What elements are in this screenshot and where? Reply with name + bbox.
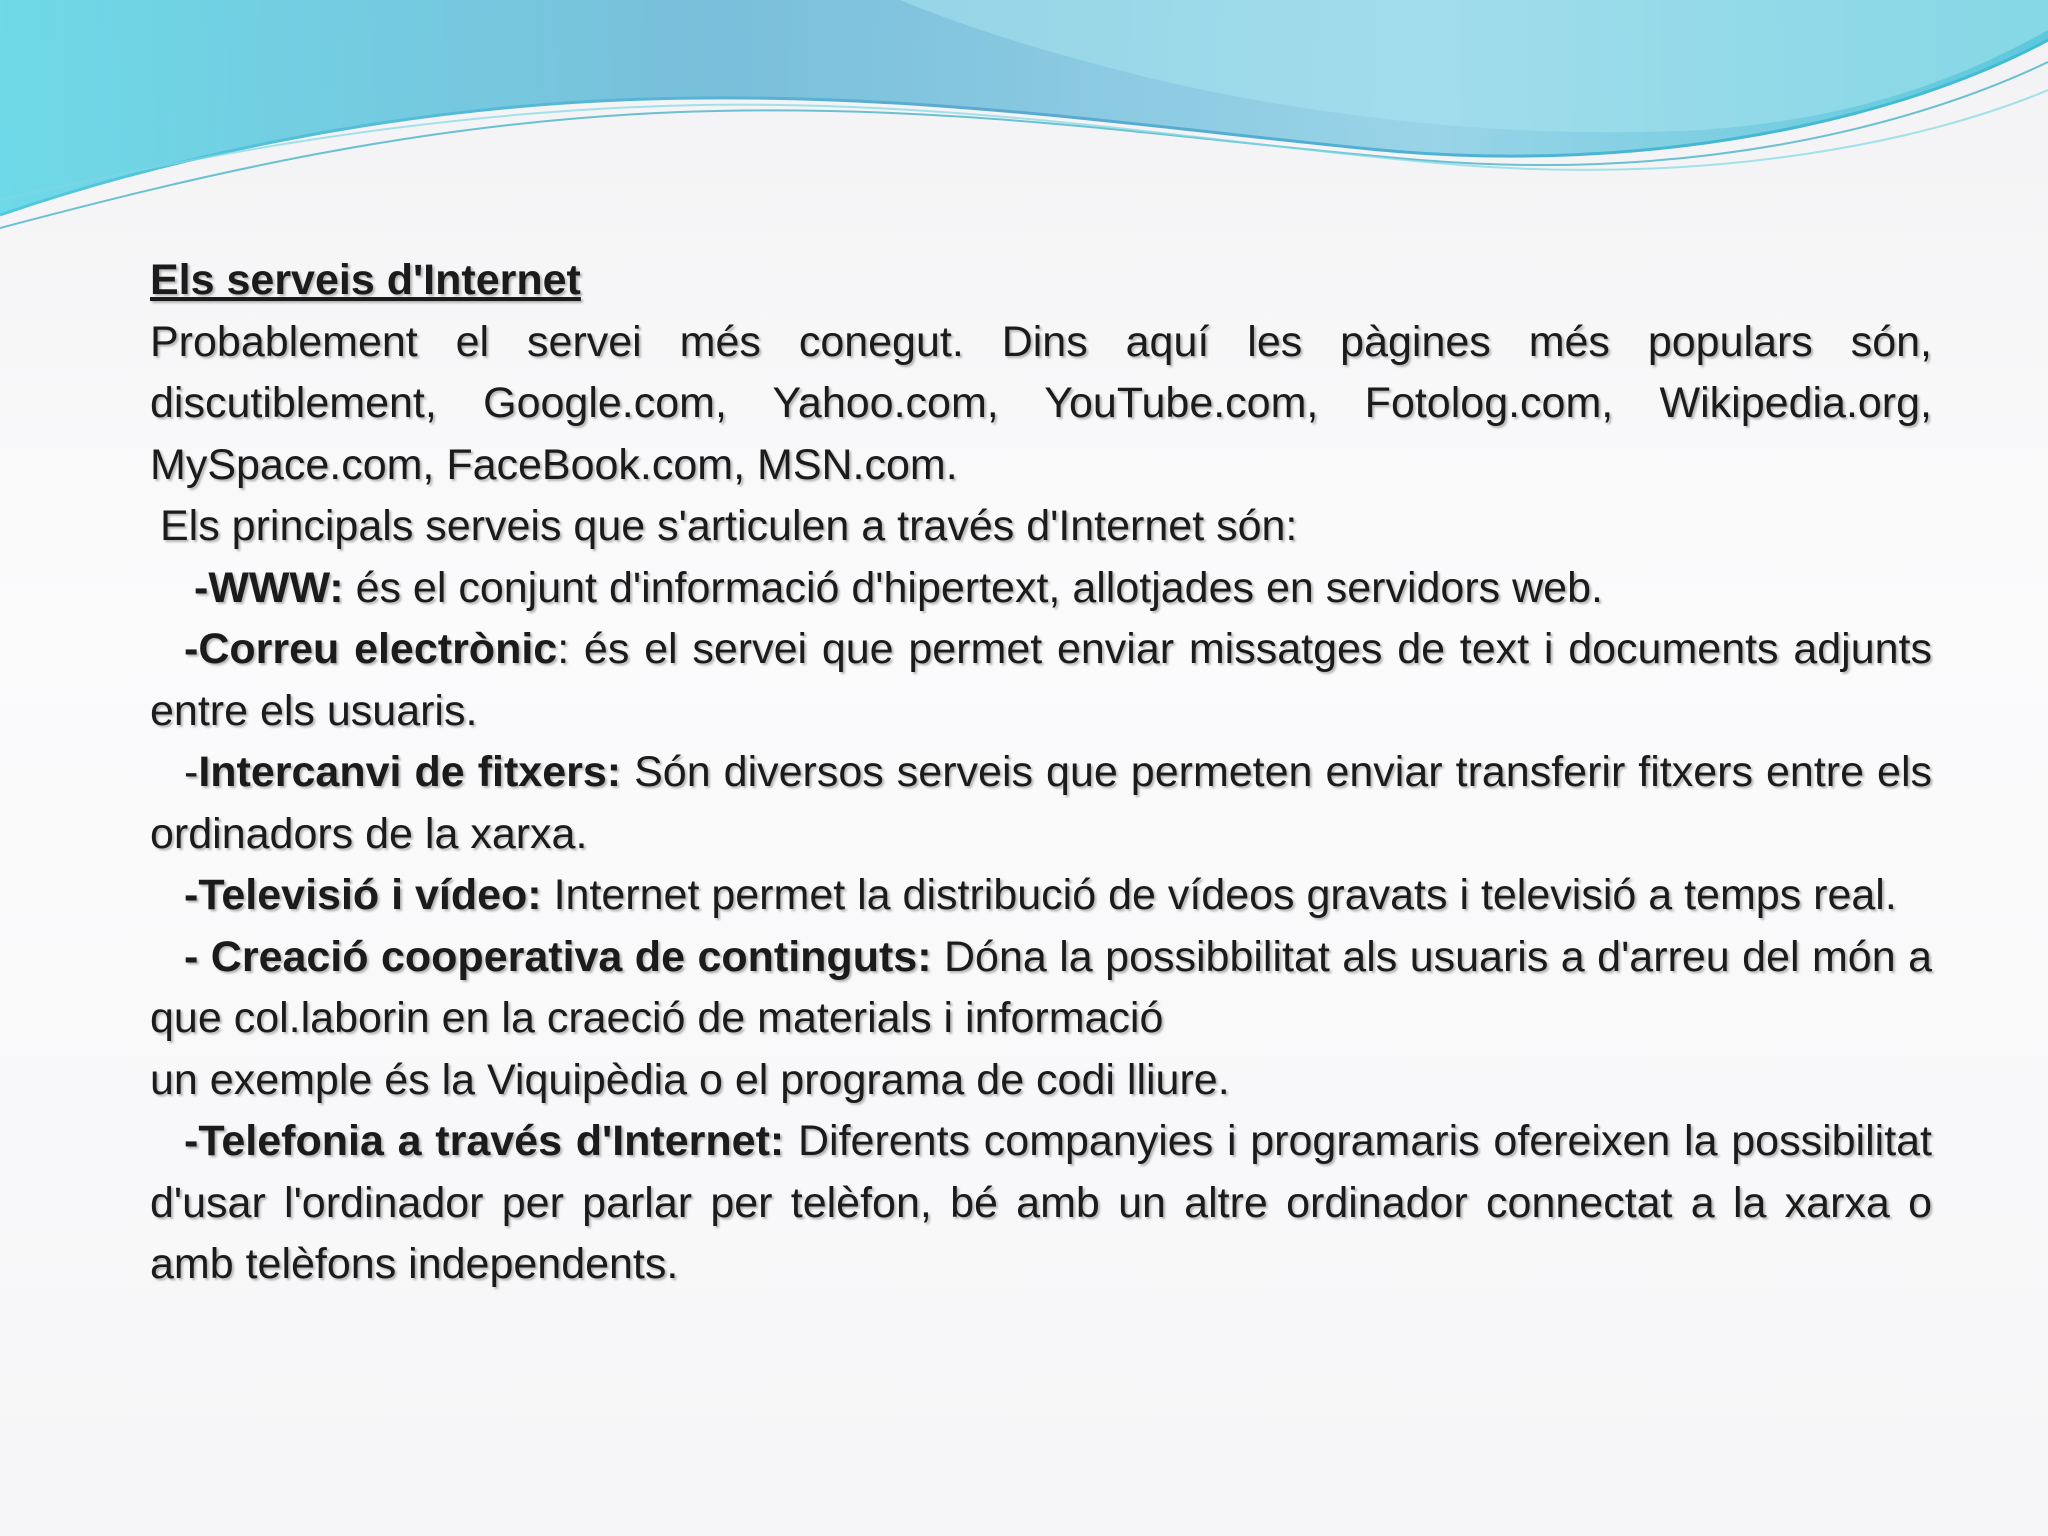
- service-description: és el conjunt d'informació d'hipertext, allotjades en servidors web.: [343, 563, 1603, 612]
- service-term: -Televisió i vídeo:: [184, 871, 542, 919]
- service-cooperative-content: [150, 927, 1932, 1050]
- service-description: Diferents companyies i programaris ofereixen la possibilitat d'usar l'ordinador per parlar per telèfon, bé amb un altre ordinador connectat a la xarxa o amb telèfons independents.: [150, 1117, 1933, 1288]
- intro-paragraph: Probablement el servei més conegut. Dins aquí les pàgines més populars són, discutiblement, Google.com, Yahoo.com, YouTube.com, Fotolog.com, Wikipedia.org, MySpace.com, FaceBook.com, MSN.com.: [150, 317, 1932, 489]
- service-description: Internet permet la distribució de vídeos gravats i televisió a temps real.: [541, 871, 1897, 919]
- service-term: -Telefonia a través d'Internet:: [184, 1117, 785, 1165]
- service-term: - Creació cooperativa de continguts:: [184, 932, 932, 981]
- service-example-line: [150, 1050, 1932, 1112]
- service-file-exchange: [150, 742, 1932, 865]
- service-www: [150, 558, 1932, 620]
- service-prefix: -: [184, 748, 199, 796]
- service-description: Són diversos serveis que permeten enviar transferir fitxers entre els ordinadors de la xarxa.: [150, 748, 1933, 858]
- service-description: : és el servei que permet enviar missatges de text i documents adjunts entre els usuaris.: [150, 625, 1932, 735]
- slide-title: Els serveis d'Internet: [150, 256, 581, 304]
- service-description: un exemple és la Viquipèdia o el programa de codi lliure.: [150, 1055, 1230, 1104]
- service-term: Intercanvi de fitxers:: [198, 748, 622, 796]
- service-description: Dóna la possibbilitat als usuaris a d'arreu del món a que col.laborin en la craeció de materials i informació: [150, 932, 1932, 1042]
- service-telephony: [150, 1111, 1932, 1296]
- lead-paragraph: Els principals serveis que s'articulen a través d'Internet són:: [160, 502, 1298, 550]
- service-tv-video: [150, 865, 1932, 927]
- service-email: [150, 619, 1932, 742]
- service-term: -WWW:: [194, 563, 344, 612]
- wave-decoration: [0, 0, 2048, 240]
- service-term: -Correu electrònic: [184, 625, 558, 673]
- slide-content: [150, 250, 1932, 1296]
